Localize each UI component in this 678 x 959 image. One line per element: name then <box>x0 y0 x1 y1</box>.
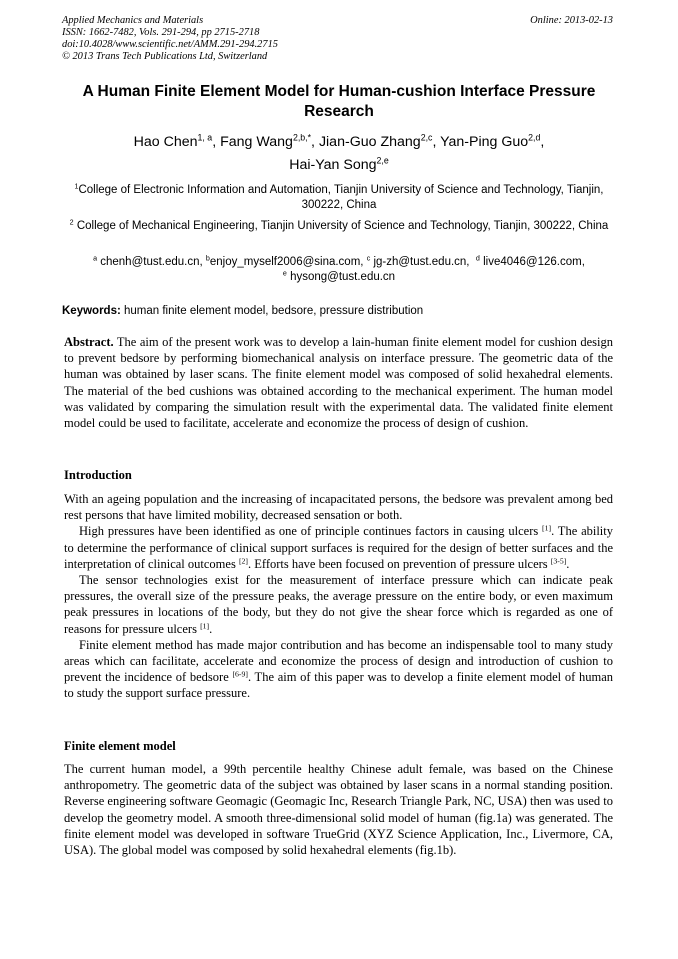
citation: [6-9] <box>232 669 248 679</box>
paper-title: A Human Finite Element Model for Human-cushion Interface Pressure Research <box>82 83 596 120</box>
paragraph-text: Finite element method has made major contribution and has become an indispensable tool to many study areas which can facilitate, accelerate and economize the process of design and introduction of cushion to prevent the incidence of bedsore <box>64 637 613 685</box>
email-sup: c <box>366 254 371 263</box>
paragraph-text: . The aim of this paper was to develop a finite element model of human to study the support surface pressure. <box>64 670 613 701</box>
author-sup: 2,b,* <box>292 132 312 143</box>
author-sup: 1, a <box>197 132 213 143</box>
paragraph <box>64 761 613 858</box>
paragraph-text: The current human model, a 99th percentile healthy Chinese adult female, was based on the Chinese anthropometry. The geometric data of the subject was obtained by laser scans in a normal standing position. Reverse engineering software Geomagic (Geomagic Inc, Research Triangle Park, NC, USA) then was used to develop the geometry model. A smooth three-dimensional solid model of human (fig.1a) was generated. The finite element model was developed in software TrueGrid (XYZ Science Application, Inc., Livermore, CA, USA). The global model was composed by solid hexahedral elements (fig.1b). <box>64 762 613 858</box>
online-date: Online: 2013-02-13 <box>530 15 613 26</box>
paragraph-text: High pressures have been identified as one of principle continues factors in causing ulcers <box>79 524 543 539</box>
paragraph <box>64 523 613 572</box>
keywords-label: Keywords: <box>62 305 121 317</box>
email-address: jg-zh@tust.edu.cn, <box>373 256 470 268</box>
email-address: hysong@tust.edu.cn <box>290 271 396 283</box>
paragraph-text: . Efforts have been focused on prevention of pressure ulcers <box>248 556 551 571</box>
author-name: Jian-Guo Zhang <box>318 134 421 150</box>
paragraph-text: . <box>209 621 213 636</box>
citation: [1] <box>542 523 552 533</box>
affiliation-sup: 1 <box>74 182 79 191</box>
keywords <box>62 304 616 319</box>
paragraph-text: The sensor technologies exist for the measurement of interface pressure which can indicate peak pressures, the overall size of the pressure peaks, the average pressure on the entire body, or even maximum peak pressures in locations of the body, but they do not give the shear force which is regarded as one of reasons for pressure ulcers <box>64 573 613 636</box>
affiliation-1 <box>62 183 616 213</box>
introduction-body <box>64 491 613 702</box>
paragraph <box>64 491 613 523</box>
paragraph <box>64 637 613 702</box>
fem-heading: Finite element model <box>64 739 176 753</box>
copyright-line: © 2013 Trans Tech Publications Ltd, Switzerland <box>62 51 268 62</box>
doi-line: doi:10.4028/www.scientific.net/AMM.291-294.2715 <box>62 39 278 50</box>
email-list <box>62 255 616 285</box>
abstract-text: The aim of the present work was to develop a lain-human finite element model for cushion design to prevent bedsore by performing biomechanical analysis on interface pressure. The geometric data of the human was obtained by laser scans. The finite element model was composed of solid hexahedral elements. The material of the bed cushions was obtained according to the mechanical experiment. The human model was validated by comparing the simulation result with the experimental data. The validated finite element model could be used to facilitate, accelerate and economize the process of design of cushion. <box>64 335 613 431</box>
affiliation-text: College of Mechanical Engineering, Tianjin University of Science and Technology, Tianjin, 300222, China <box>76 220 609 232</box>
author-name: Hai-Yan Song <box>289 157 377 173</box>
paragraph-text: . The ability to determine the performance of clinical support surfaces is required for the design of better surfaces and the interpretation of clinical outcomes <box>64 524 614 571</box>
email-address: enjoy_myself2006@sina.com, <box>209 256 364 268</box>
citation: [3-5] <box>550 556 567 566</box>
paragraph <box>64 572 613 637</box>
abstract-label: Abstract. <box>64 335 114 349</box>
email-sup: d <box>475 254 480 263</box>
author-sup: 2,c <box>420 132 433 143</box>
email-address: chenh@tust.edu.cn, <box>100 256 203 268</box>
affiliation-2 <box>62 219 616 234</box>
email-sup: b <box>205 254 210 263</box>
abstract <box>64 334 613 431</box>
fem-body <box>64 761 613 858</box>
citation: [2] <box>238 556 248 566</box>
issn-line: ISSN: 1662-7482, Vols. 291-294, pp 2715-2718 <box>62 27 260 38</box>
author-name: Hao Chen <box>133 134 198 150</box>
email-sup: e <box>282 269 287 278</box>
affiliation-sup: 2 <box>69 218 74 227</box>
citation: [1] <box>200 620 210 630</box>
paragraph-text: With an ageing population and the increasing of incapacitated persons, the bedsore was prevalent among bed rest persons that have limited mobility, decreased sensation or both. <box>64 492 613 523</box>
paragraph-text: . <box>566 556 570 571</box>
affiliation-text: College of Electronic Information and Automation, Tianjin University of Science and Technology, Tianjin, 300222, China <box>78 184 604 211</box>
author-name: Yan-Ping Guo <box>440 134 529 150</box>
journal-name: Applied Mechanics and Materials <box>62 15 204 26</box>
journal-meta <box>62 15 278 63</box>
author-sup: 2,e <box>376 155 389 166</box>
keywords-text: human finite element model, bedsore, pressure distribution <box>124 305 424 317</box>
introduction-heading: Introduction <box>64 468 132 482</box>
email-sup: a <box>93 254 98 263</box>
author-name: Fang Wang <box>220 134 293 150</box>
author-list: Hao Chen$^{1, a}$, Fang Wang$^{2,b,*}$, Jian-Guo Zhang$^{2,c}$, Yan-Ping Guo$^{2,d}$, Hai-Yan Song$^{2,e}$ <box>133 132 545 173</box>
author-sup: 2,d <box>528 132 541 143</box>
email-address: live4046@126.com, <box>483 256 585 268</box>
